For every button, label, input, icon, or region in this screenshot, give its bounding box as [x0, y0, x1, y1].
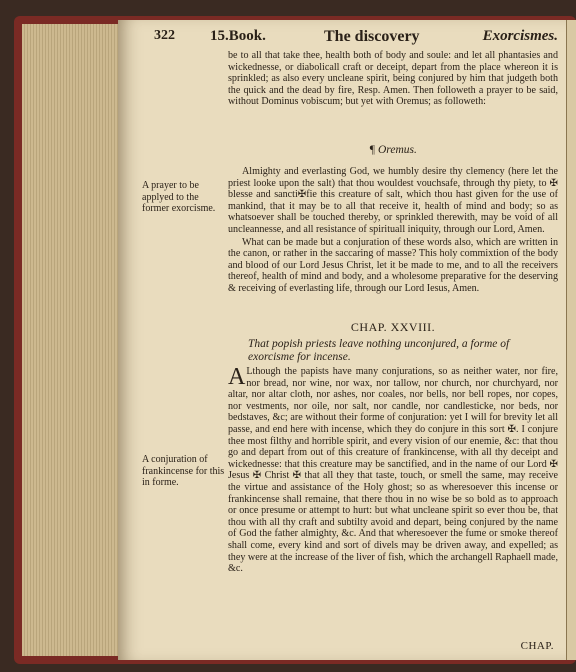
catchword: CHAP.: [520, 640, 554, 652]
margin-note-conjuration: A conjuration of frankincense for this in forme.: [142, 454, 225, 488]
question-text: What can be made but a conjuration of these words also, which are written in the canon, or rather in the saccaring of masse? This holy commixtion of the body and blood of our Lord Jesus Christ, let it be made to me, and to all the receivers thereof, health of mind and body, and a wholesome preparative for the deserving & receiving of everlasting life, through our Lord Iesus, Amen.: [228, 236, 558, 294]
next-page-edge: [566, 20, 576, 660]
chapter-subtitle: That popish priests leave nothing unconjured, a forme of exorcisme for incense.: [248, 338, 510, 363]
oremus-heading: ¶ Oremus.: [369, 144, 417, 156]
prayer-text: Almighty and everlasting God, we humbly desire thy clemency (here let the priest looke upon the salt) that thou wouldest vouchsafe, through thy piety, to ✠ blesse and sancti✠fie this creature of salt, which thou hast given for the use of mankind, that it may be to all that receive it, health of mind and body; so as whatsoever shall be touched thereby, or sprinkled therewith, may be void of all uncleannesse, and all resistance of spirituall iniquity, through our Lord, Amen.: [228, 166, 558, 235]
chapter-body: [228, 366, 558, 576]
book-page: [118, 20, 566, 660]
intro-paragraph: [228, 50, 558, 109]
running-head: Exorcismes.: [482, 28, 558, 44]
prayer-block: [228, 166, 558, 296]
chapter-text: Lthough the papists have many conjurations, so as neither water, nor fire, nor bread, nor wine, nor wax, nor tallow, nor church, nor churchyard, nor altar, nor altar cloth, nor ashes, nor coales, nor bells, nor bell ropes, nor copes, nor vestments, nor oile, nor salt, nor candle, nor candlesticke, nor beds, nor bedstaves, &c; are without their forme of conjuration: yet I will for brevity let all passe, and end here with incense, which they do conjure in this sort ✠. I conjure thee most filthy and horrible spirit, and every vision of our enemie, &c: that thou go and depart from out of this creature of frankincense, with all thy deceipt and wickednesse: that this creature may be sanctified, and in the name of our Lord ✠ Jesus ✠ Christ ✠ that all they that taste, touch, or smell the same, may receive the virtue and assistance of the Holy ghost; so as wheresoever this incense or frankincense shall remaine, that there thou in no wise be so bold as to approach or once presume or attempt to hurt: but what uncleane spirit so ever thou be, that thou with all thy craft and subtilty avoid and depart, being conjured by the name of God the father almighty, &c. And that wheresoever the fume or smoke thereof shall come, every kind and sort of divels may be driven away, and expelled; as they were at the increase of the liver of fish, which the archangell Raphaell made, &c.: [228, 366, 558, 575]
intro-text: be to all that take thee, health both of body and soule: and let all phantasies and wickednesse, or diabolicall craft or deceipt, depart from the place whereon it is sprinkled; as also every uncleane spirit, being conjured by him that judgeth both the quick and the dead by fire, Resp. Amen. Then followeth a prayer to be said, without Dominus vobiscum; but yet with Oremus; as followeth:: [228, 50, 558, 108]
margin-note-prayer: A prayer to be applyed to the former exorcisme.: [142, 180, 216, 214]
page-edges: [22, 24, 122, 656]
page-header: [150, 28, 558, 48]
drop-cap: A: [228, 364, 246, 390]
book-label: 15.Book.: [210, 28, 266, 44]
chapter-heading: CHAP. XXVIII.: [350, 320, 436, 334]
page-number: 322: [154, 28, 175, 43]
page-title: The discovery: [324, 28, 420, 45]
